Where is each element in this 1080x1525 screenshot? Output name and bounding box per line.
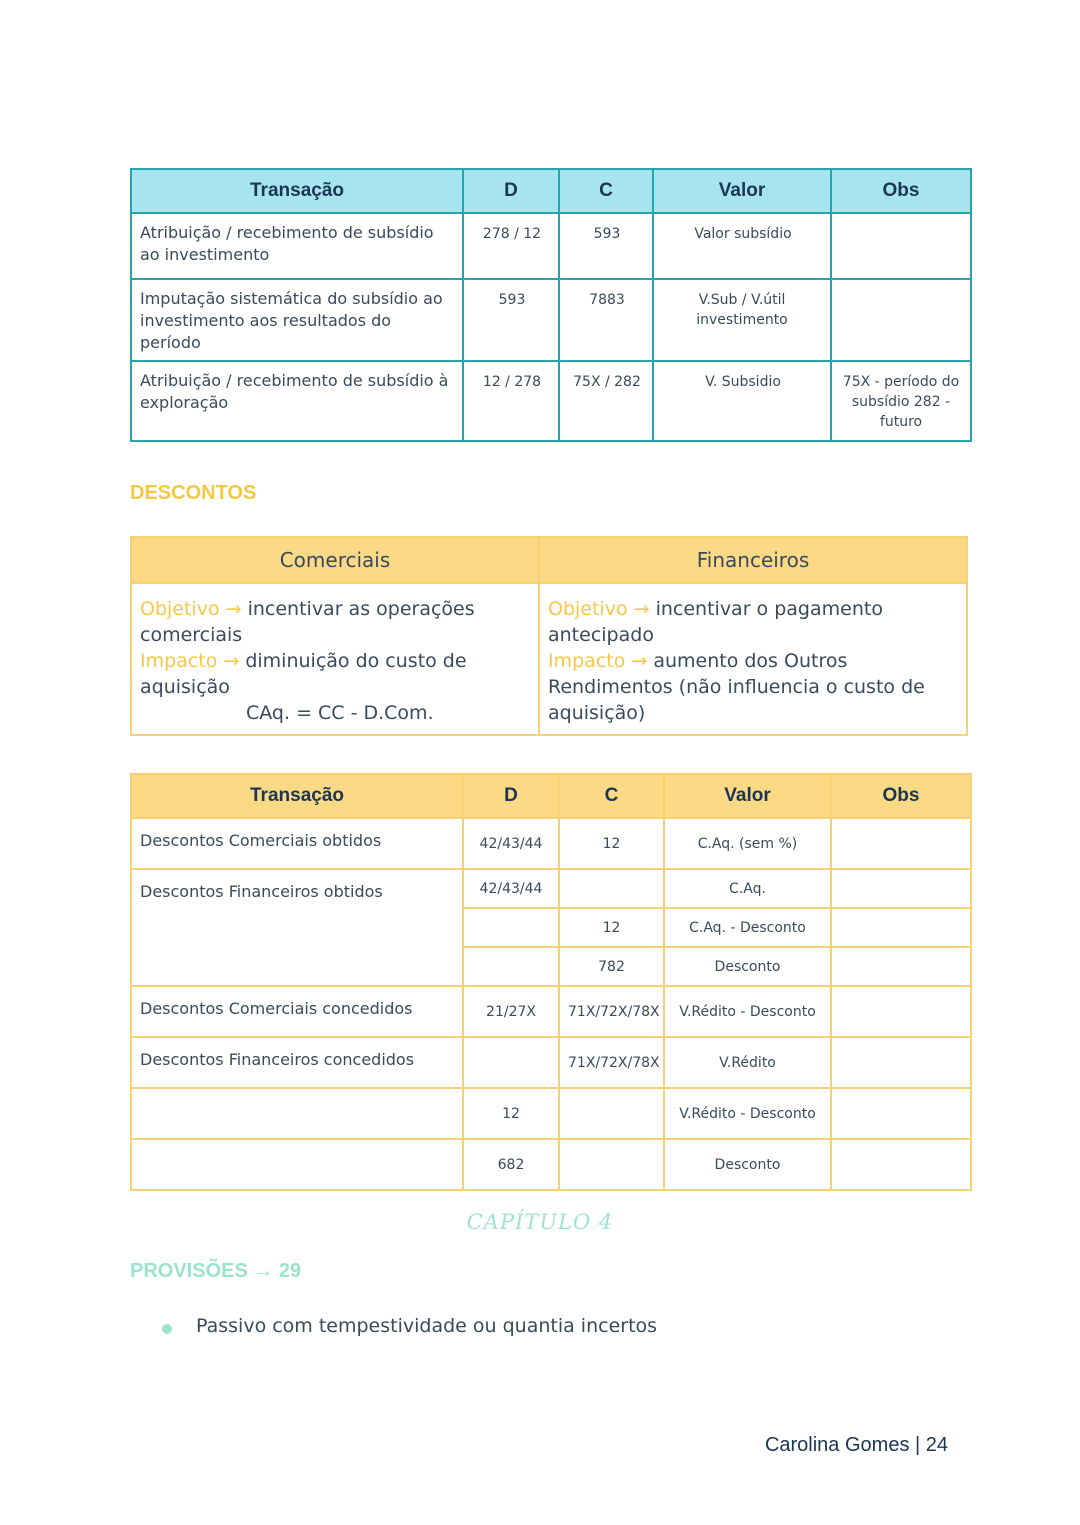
cell-transacao (131, 1139, 463, 1190)
cell-debito: 12 / 278 (463, 361, 559, 441)
cell-valor: C.Aq. (sem %) (664, 818, 831, 869)
cell-valor: V. Subsidio (653, 361, 831, 441)
list-item (162, 1315, 657, 1337)
table-header-row (131, 537, 967, 583)
cell-obs (831, 869, 971, 908)
financeiros-cell (539, 583, 967, 735)
header-debito: D (463, 774, 559, 818)
table-row (131, 361, 971, 441)
cell-obs (831, 1037, 971, 1088)
cell-valor: V.Rédito (664, 1037, 831, 1088)
cell-debito: 593 (463, 279, 559, 361)
header-valor: Valor (664, 774, 831, 818)
cell-credito: 7883 (559, 279, 653, 361)
cell-debito (463, 947, 559, 986)
header-comerciais: Comerciais (131, 537, 539, 583)
cell-credito (559, 1139, 664, 1190)
header-transacao: Transação (131, 169, 463, 213)
cell-credito: 12 (559, 908, 664, 947)
cell-debito: 42/43/44 (463, 818, 559, 869)
cell-obs (831, 818, 971, 869)
cell-transacao: Descontos Financeiros obtidos (131, 869, 463, 986)
cell-obs (831, 908, 971, 947)
section-title-provisoes: PROVISÕES → 29 (130, 1260, 302, 1282)
objetivo-text: incentivar o pagamento antecipado (548, 598, 883, 646)
cell-transacao: Atribuição / recebimento de subsídio à exploração (131, 361, 463, 441)
page-footer: Carolina Gomes | 24 (764, 1434, 948, 1456)
provisoes-list (162, 1315, 657, 1337)
list-item-text: Passivo com tempestividade ou quantia incertos (196, 1315, 658, 1337)
cell-debito: 682 (463, 1139, 559, 1190)
cell-debito: 42/43/44 (463, 869, 559, 908)
cell-valor: Valor subsídio (653, 213, 831, 279)
header-credito: C (559, 774, 664, 818)
cell-obs (831, 213, 971, 279)
header-financeiros: Financeiros (539, 537, 967, 583)
table-row (131, 1037, 971, 1088)
objetivo-keyword: Objetivo → (548, 598, 650, 620)
cell-valor: C.Aq. (664, 869, 831, 908)
cell-debito (463, 908, 559, 947)
objetivo-keyword: Objetivo → (140, 598, 242, 620)
formula: CAq. = CC - D.Com. (246, 702, 434, 724)
cell-transacao: Atribuição / recebimento de subsídio ao investimento (131, 213, 463, 279)
cell-transacao: Imputação sistemática do subsídio ao investimento aos resultados do período (131, 279, 463, 361)
cell-valor: Desconto (664, 1139, 831, 1190)
bullet-icon (162, 1324, 172, 1334)
cell-obs (831, 1088, 971, 1139)
cell-credito (559, 1088, 664, 1139)
cell-transacao: Descontos Financeiros concedidos (131, 1037, 463, 1088)
header-obs: Obs (831, 774, 971, 818)
subsidios-table (130, 168, 972, 442)
cell-credito: 75X / 282 (559, 361, 653, 441)
cell-credito: 71X/72X/78X (559, 986, 664, 1037)
cell-credito: 593 (559, 213, 653, 279)
cell-valor: Desconto (664, 947, 831, 986)
table-row (131, 1088, 971, 1139)
cell-valor: C.Aq. - Desconto (664, 908, 831, 947)
header-debito: D (463, 169, 559, 213)
cell-debito: 21/27X (463, 986, 559, 1037)
impacto-line (140, 650, 467, 698)
cell-debito: 12 (463, 1088, 559, 1139)
header-credito: C (559, 169, 653, 213)
table-row (131, 583, 967, 735)
cell-transacao: Descontos Comerciais obtidos (131, 818, 463, 869)
table-row (131, 818, 971, 869)
cell-obs (831, 279, 971, 361)
cell-credito: 12 (559, 818, 664, 869)
cell-credito: 71X/72X/78X (559, 1037, 664, 1088)
section-title-descontos: DESCONTOS (130, 482, 257, 504)
header-valor: Valor (653, 169, 831, 213)
cell-credito: 782 (559, 947, 664, 986)
impacto-line (548, 650, 925, 724)
cell-credito (559, 869, 664, 908)
cell-valor: V.Sub / V.útil investimento (653, 279, 831, 361)
cell-debito: 278 / 12 (463, 213, 559, 279)
table-row (131, 279, 971, 361)
cell-valor: V.Rédito - Desconto (664, 986, 831, 1037)
cell-obs (831, 1139, 971, 1190)
table-row (131, 986, 971, 1037)
objetivo-line (140, 598, 475, 646)
cell-obs (831, 986, 971, 1037)
cell-transacao (131, 1088, 463, 1139)
descontos-comparison-table (130, 536, 968, 736)
cell-obs: 75X - período do subsídio 282 - futuro (831, 361, 971, 441)
impacto-text: aumento dos Outros Rendimentos (não influencia o custo de aquisição) (548, 650, 925, 724)
chapter-title: CAPÍTULO 4 (466, 1210, 614, 1234)
header-obs: Obs (831, 169, 971, 213)
cell-transacao: Descontos Comerciais concedidos (131, 986, 463, 1037)
impacto-text: diminuição do custo de aquisição (140, 650, 467, 698)
table-row (131, 213, 971, 279)
header-transacao: Transação (131, 774, 463, 818)
table-row (131, 1139, 971, 1190)
descontos-table (130, 773, 972, 1191)
cell-debito (463, 1037, 559, 1088)
objetivo-text: incentivar as operações comerciais (140, 598, 475, 646)
table-row (131, 869, 971, 908)
cell-valor: V.Rédito - Desconto (664, 1088, 831, 1139)
comerciais-cell (131, 583, 539, 735)
objetivo-line (548, 598, 883, 646)
table-header-row (131, 774, 971, 818)
table-header-row (131, 169, 971, 213)
cell-obs (831, 947, 971, 986)
impacto-keyword: Impacto → (140, 650, 240, 672)
impacto-keyword: Impacto → (548, 650, 648, 672)
